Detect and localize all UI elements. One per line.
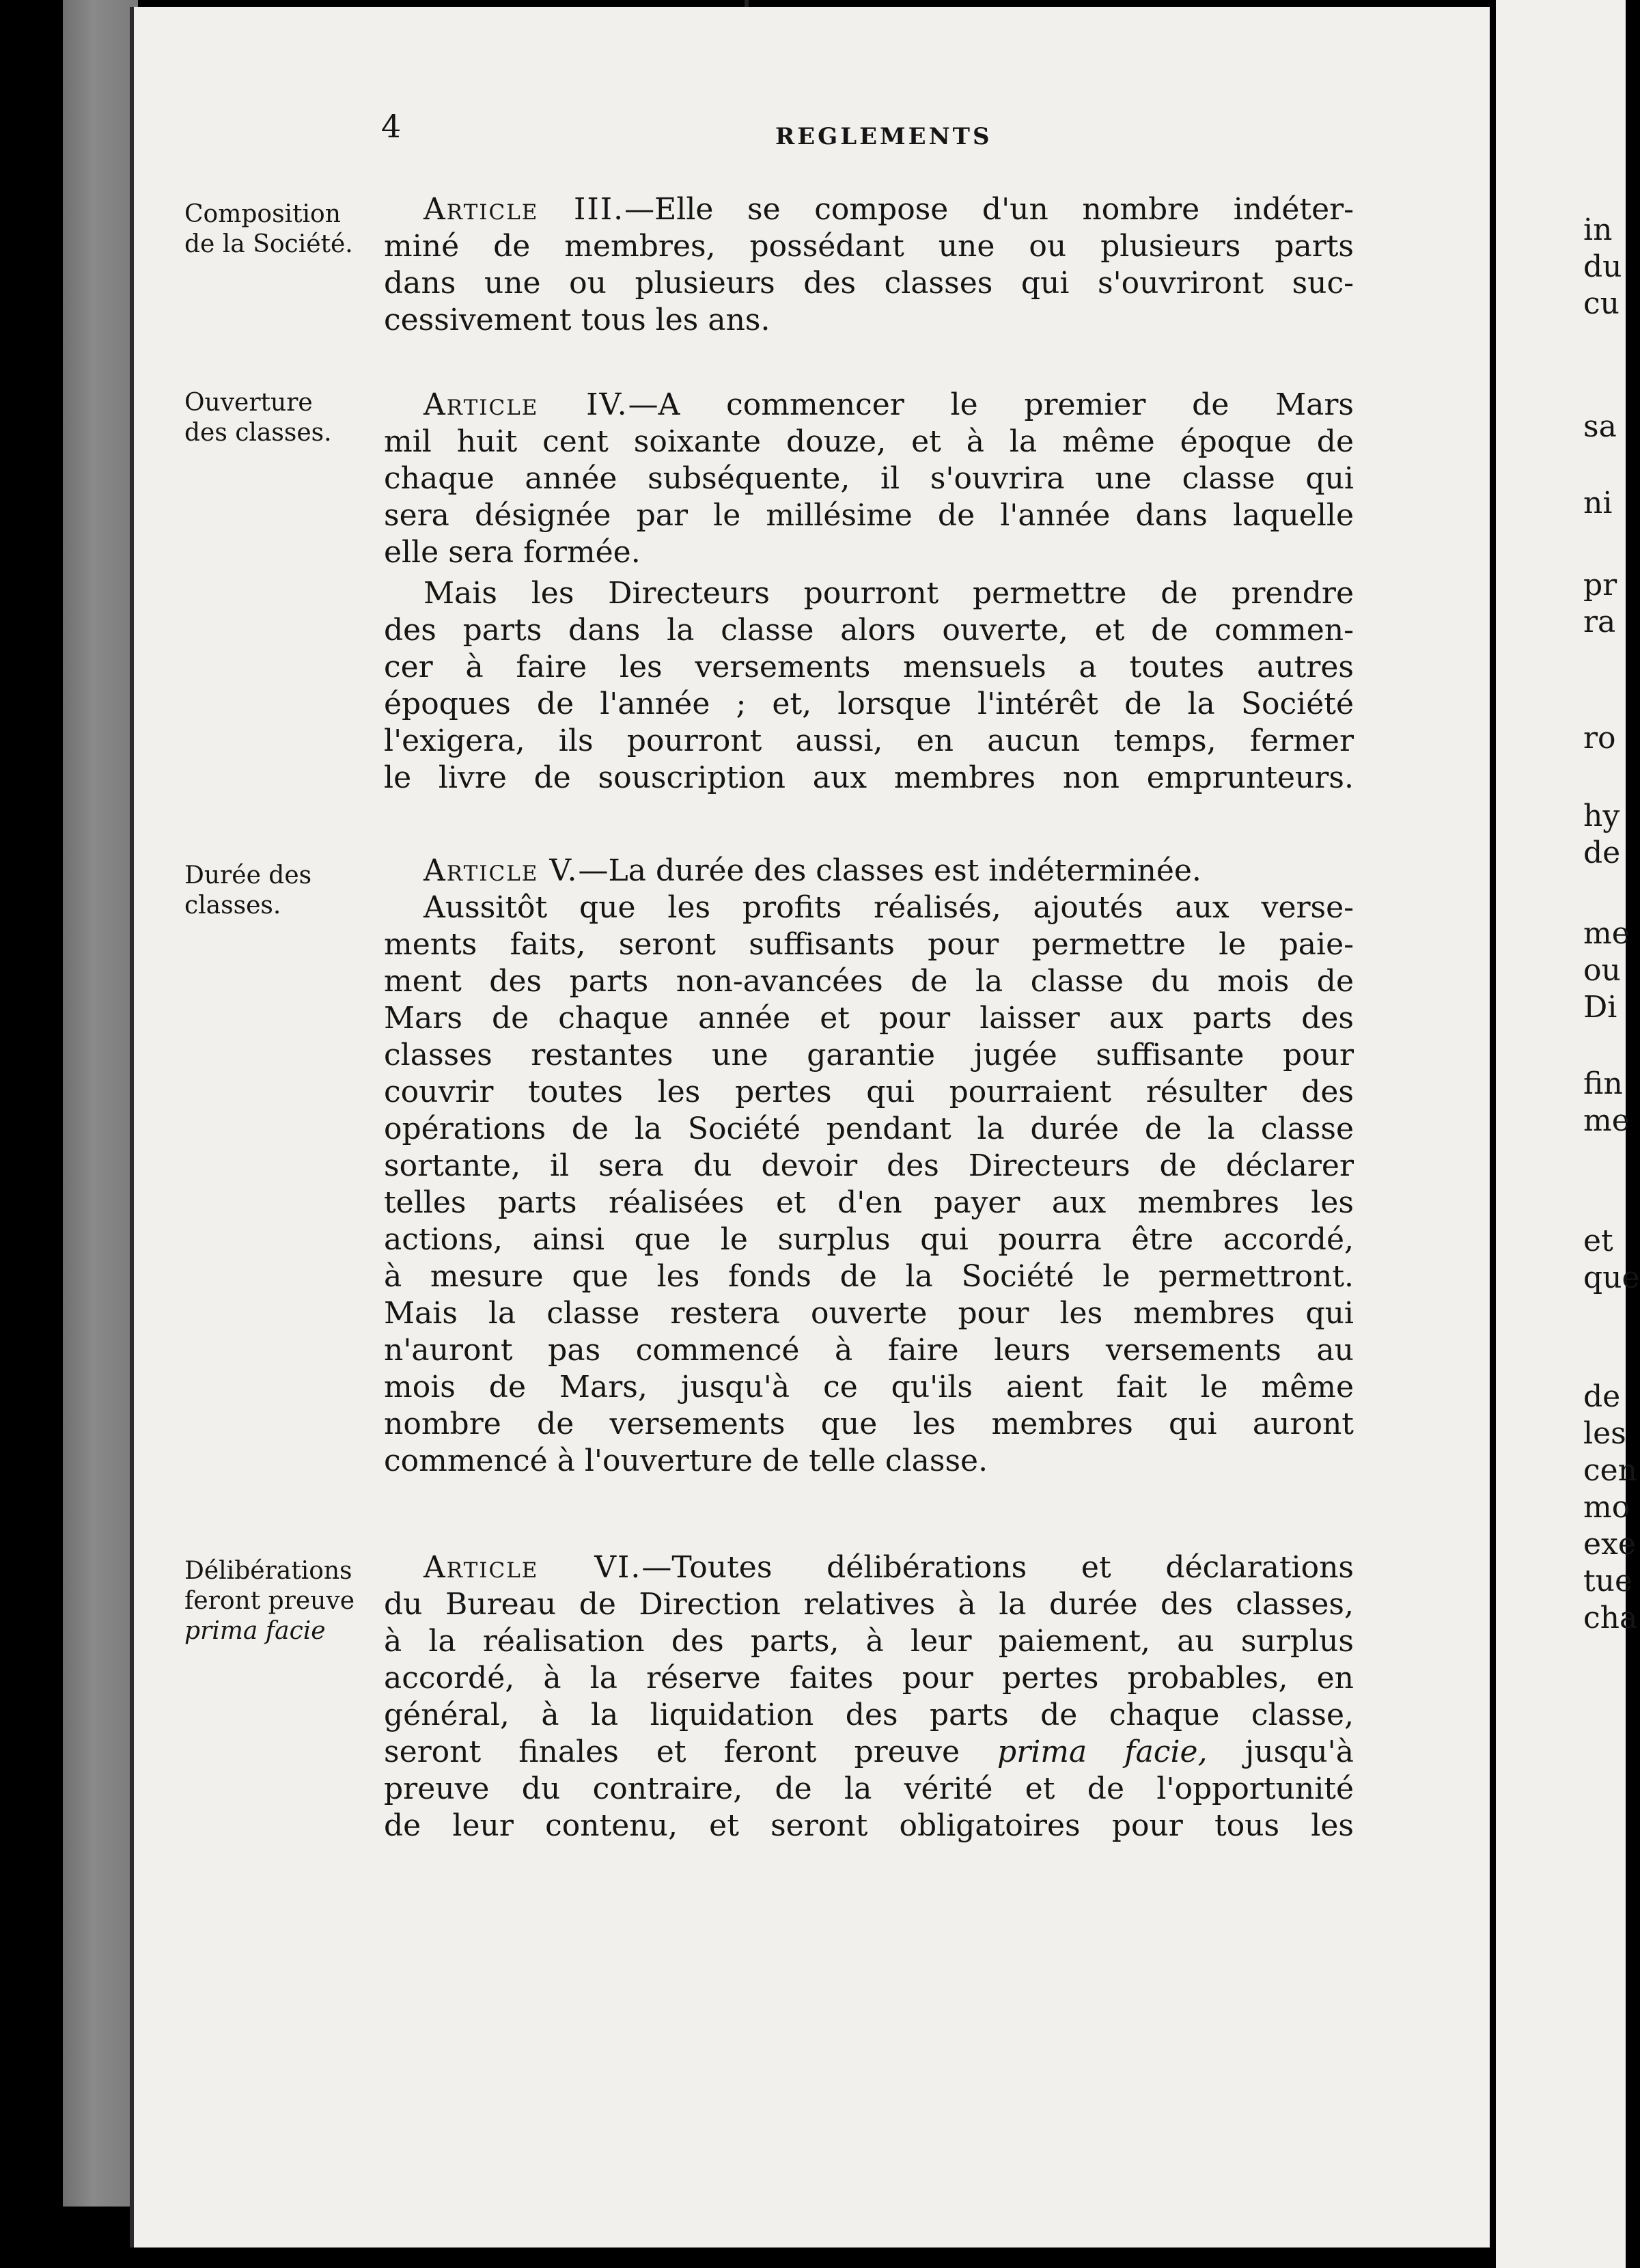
margin-note-line: des classes. <box>184 419 332 447</box>
article-5-line: actions, ainsi que le surplus qui pourra être accordé, <box>384 1222 1354 1257</box>
right-page-fragment: cen <box>1583 1453 1638 1488</box>
article-5-line: telles parts réalisées et d'en payer aux membres les <box>384 1185 1354 1220</box>
right-page-fragment: ro <box>1583 721 1616 756</box>
article-4-line: époques de l'année ; et, lorsque l'intérêt de la Société <box>384 687 1354 721</box>
article-4-line: l'exigera, ils pourront aussi, en aucun temps, fermer <box>384 723 1354 758</box>
article-6-label: Article VI. <box>423 1550 642 1585</box>
article-6-line: accordé, à la réserve faites pour pertes probables, en <box>384 1661 1354 1696</box>
article-3-line: cessivement tous les ans. <box>384 303 770 337</box>
right-page-fragment: de <box>1583 835 1621 870</box>
article-5-line: commencé à l'ouverture de telle classe. <box>384 1443 988 1478</box>
article-6-first-line <box>423 1549 1354 1586</box>
margin-note-duree <box>184 861 311 921</box>
article-5-line: ments faits, seront suffisants pour permettre le paie- <box>384 927 1354 962</box>
article-5-line: couvrir toutes les pertes qui pourraient résulter des <box>384 1075 1354 1109</box>
article-5-line: Mars de chaque année et pour laisser aux parts des <box>384 1001 1354 1036</box>
margin-note-line: Délibérations <box>184 1557 352 1585</box>
article-5-line: classes restantes une garantie jugée suffisante pour <box>384 1038 1354 1073</box>
book-spine-edge <box>63 0 138 2207</box>
article-6-line: de leur contenu, et seront obligatoires pour tous les <box>384 1808 1354 1843</box>
article-6-line-part: seront finales et feront preuve <box>384 1734 998 1769</box>
right-page-fragment: que <box>1583 1260 1640 1295</box>
article-4-first-line <box>423 387 1354 424</box>
margin-note-line: Durée des <box>184 861 312 889</box>
top-gutter-mark <box>745 0 749 7</box>
right-page-fragment: cu <box>1583 286 1620 321</box>
article-4-line: le livre de souscription aux membres non emprunteurs. <box>384 760 1354 795</box>
article-3-line: dans une ou plusieurs des classes qui s'ouvriront suc- <box>384 266 1354 301</box>
article-3-first-line <box>423 191 1354 228</box>
running-head: REGLEMENTS <box>775 123 992 150</box>
article-5-line: opérations de la Société pendant la durée de la classe <box>384 1111 1354 1146</box>
margin-note-line: classes. <box>184 891 281 919</box>
right-page-fragment: de <box>1583 1379 1621 1414</box>
right-page-fragment: sa <box>1583 409 1617 444</box>
right-page-fragment: in <box>1583 212 1613 247</box>
right-page-fragment: mo <box>1583 1490 1630 1525</box>
article-5-line: Aussitôt que les profits réalisés, ajoutés aux verse- <box>423 890 1354 925</box>
article-4-label: Article IV. <box>423 387 628 422</box>
article-6-italic-phrase: prima facie, <box>997 1734 1208 1769</box>
article-5-line: à mesure que les fonds de la Société le permettront. <box>384 1259 1354 1294</box>
article-6-line: à la réalisation des parts, à leur paiement, au surplus <box>384 1624 1354 1659</box>
margin-note-ouverture <box>184 388 332 448</box>
right-page-fragment: me <box>1583 1103 1630 1138</box>
page-number: 4 <box>381 108 402 145</box>
right-page-fragment: fin <box>1583 1066 1623 1101</box>
article-5-line: Mais la classe restera ouverte pour les membres qui <box>384 1296 1354 1331</box>
right-page-fragment: hy <box>1583 799 1620 833</box>
right-page-fragment: et <box>1583 1223 1613 1258</box>
article-5-text: —La durée des classes est indéterminée. <box>578 853 1201 888</box>
right-page-fragment: cha <box>1583 1601 1638 1635</box>
article-4-line: cer à faire les versements mensuels a toutes autres <box>384 650 1354 684</box>
article-4-line: chaque année subséquente, il s'ouvrira une classe qui <box>384 461 1354 496</box>
margin-note-line: Composition <box>184 200 341 228</box>
margin-note-composition <box>184 199 353 260</box>
margin-note-deliberations <box>184 1556 355 1646</box>
right-page-fragment: me <box>1583 916 1630 951</box>
article-4-line: mil huit cent soixante douze, et à la même époque de <box>384 424 1354 459</box>
right-page-fragment: les <box>1583 1416 1626 1451</box>
right-page-fragment: exe <box>1583 1527 1636 1562</box>
right-page-fragment: pr <box>1583 568 1617 603</box>
article-4-line: des parts dans la classe alors ouverte, et de commen- <box>384 613 1354 648</box>
article-3-label: Article III. <box>423 192 625 227</box>
margin-note-line: de la Société. <box>184 230 353 258</box>
article-5-line: nombre de versements que les membres qui auront <box>384 1407 1354 1441</box>
article-3-line: miné de membres, possédant une ou plusieurs parts <box>384 229 1354 264</box>
article-5-line: mois de Mars, jusqu'à ce qu'ils aient fait le même <box>384 1370 1354 1405</box>
right-page-fragment: Di <box>1583 990 1617 1025</box>
article-3-text: —Elle se compose d'un nombre indéter- <box>624 192 1354 227</box>
right-page-fragment: du <box>1583 249 1622 284</box>
article-6-line: du Bureau de Direction relatives à la durée des classes, <box>384 1587 1354 1622</box>
article-5-line: n'auront pas commencé à faire leurs versements au <box>384 1333 1354 1368</box>
article-5-line: ment des parts non-avancées de la classe du mois de <box>384 964 1354 999</box>
article-6-line-part: jusqu'à <box>1207 1734 1354 1769</box>
article-5-label: Article V. <box>423 853 579 888</box>
article-5-first-line <box>423 853 1354 889</box>
margin-note-line: feront preuve <box>184 1587 355 1615</box>
article-4-line: sera désignée par le millésime de l'année dans laquelle <box>384 498 1354 533</box>
article-4-text: —A commencer le premier de Mars <box>628 387 1354 422</box>
article-6-line: général, à la liquidation des parts de chaque classe, <box>384 1698 1354 1732</box>
right-page-fragment: ni <box>1583 486 1613 521</box>
article-5-line: sortante, il sera du devoir des Directeurs de déclarer <box>384 1148 1354 1183</box>
margin-note-line: prima facie <box>184 1617 326 1645</box>
article-4-line: elle sera formée. <box>384 535 641 570</box>
article-6-line: preuve du contraire, de la vérité et de l'opportunité <box>384 1771 1354 1806</box>
margin-note-line: Ouverture <box>184 389 313 417</box>
article-4-line: Mais les Directeurs pourront permettre de prendre <box>423 576 1354 611</box>
right-page-fragment: tue <box>1583 1564 1633 1599</box>
right-page-fragment: ou <box>1583 953 1621 988</box>
article-6-text: —Toutes délibérations et déclarations <box>641 1550 1354 1585</box>
article-6-line-with-italic <box>384 1734 1354 1771</box>
right-page-fragment: ra <box>1583 605 1616 639</box>
